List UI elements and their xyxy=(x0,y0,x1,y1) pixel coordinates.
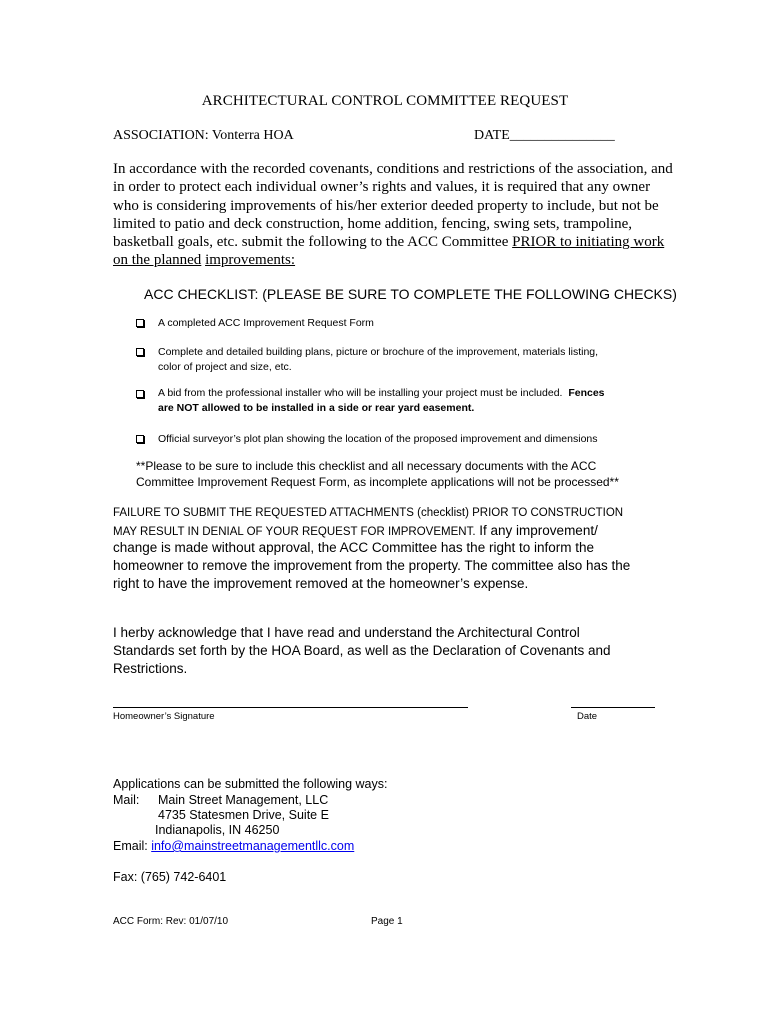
fences-bold-text: Fences xyxy=(568,387,605,399)
failure-line2 xyxy=(113,522,598,540)
checklist-item-label: A completed ACC Improvement Request Form xyxy=(158,317,374,329)
fax-line: Fax: (765) 742-6401 xyxy=(113,870,227,884)
email-label: Email: xyxy=(113,839,152,853)
checkbox-icon[interactable] xyxy=(136,348,144,356)
checkbox-icon[interactable] xyxy=(136,390,144,398)
homeowner-signature-label: Homeowner’s Signature xyxy=(113,711,215,722)
checklist-item-text: A bid from the professional installer who will be installing your project must be included. xyxy=(158,387,563,399)
mail-address-line2: 4735 Statesmen Drive, Suite E xyxy=(158,808,329,822)
checklist-heading: ACC CHECKLIST: (PLEASE BE SURE TO COMPLETE THE FOLLOWING CHECKS) xyxy=(144,286,677,302)
intro-prior-text: PRIOR to initiating work on the planned xyxy=(113,234,665,269)
acknowledge-line1: I herby acknowledge that I have read and understand the Architectural Control xyxy=(113,625,580,640)
failure-line2b: If any improvement/ xyxy=(475,523,598,538)
checklist-note-line2: Committee Improvement Request Form, as incomplete applications will not be processed** xyxy=(136,475,619,489)
failure-line4: homeowner to remove the improvement from the property. The committee also has the xyxy=(113,558,631,573)
checklist-item-label xyxy=(158,386,605,402)
failure-line2a: MAY RESULT IN DENIAL OF YOUR REQUEST FOR IMPROVEMENT. xyxy=(113,526,476,538)
mail-address-line1: Main Street Management, LLC xyxy=(158,793,329,807)
acknowledge-line3: Restrictions. xyxy=(113,661,188,676)
email-line xyxy=(113,839,354,853)
failure-line5: right to have the improvement removed at the homeowner’s expense. xyxy=(113,576,529,591)
checkbox-icon[interactable] xyxy=(136,435,144,443)
checklist-note-line1: **Please to be sure to include this checklist and all necessary documents with the ACC xyxy=(136,459,597,473)
mail-address-line3: Indianapolis, IN 46250 xyxy=(155,823,280,837)
checklist-item-label-cont: color of project and size, etc. xyxy=(158,361,292,373)
association-line: ASSOCIATION: Vonterra HOA xyxy=(113,128,294,143)
failure-line3: change is made without approval, the ACC Committee has the right to inform the xyxy=(113,540,594,555)
mail-label: Mail: xyxy=(113,793,140,807)
date-signature-line[interactable] xyxy=(571,707,655,708)
page-title: ARCHITECTURAL CONTROL COMMITTEE REQUEST xyxy=(201,93,569,109)
intro-improvements-text: improvements: xyxy=(205,252,296,269)
date-field[interactable]: DATE_______________ xyxy=(474,128,615,143)
homeowner-signature-line[interactable] xyxy=(113,707,468,708)
checklist-item-label-cont: are NOT allowed to be installed in a side or rear yard easement. xyxy=(158,402,475,414)
checklist-item-label: Complete and detailed building plans, picture or brochure of the improvement, materials listing, xyxy=(158,346,599,358)
page-number: Page 1 xyxy=(371,916,403,927)
failure-line1: FAILURE TO SUBMIT THE REQUESTED ATTACHMENTS (checklist) PRIOR TO CONSTRUCTION xyxy=(113,507,624,519)
email-link[interactable]: info@mainstreetmanagementllc.com xyxy=(151,839,355,853)
intro-text: In accordance with the recorded covenants, conditions and restrictions of the association, and in order to protect each individual owner’s rights and values, it is required that any owner who is considering improvements of his/her exterior deeded property to include, but not be limited to patio and deck construction, home addition, fencing, swing sets, trampoline, basketball goals, etc. submit the following to the ACC Committee xyxy=(113,161,673,251)
signature-date-label: Date xyxy=(577,711,598,722)
acknowledge-line2: Standards set forth by the HOA Board, as well as the Declaration of Covenants and xyxy=(113,643,611,658)
intro-paragraph xyxy=(113,160,673,270)
contact-intro: Applications can be submitted the following ways: xyxy=(113,777,388,791)
checklist-item-label: Official surveyor’s plot plan showing the location of the proposed improvement and dimensions xyxy=(158,433,598,445)
form-revision: ACC Form: Rev: 01/07/10 xyxy=(113,916,229,927)
checkbox-icon[interactable] xyxy=(136,319,144,327)
